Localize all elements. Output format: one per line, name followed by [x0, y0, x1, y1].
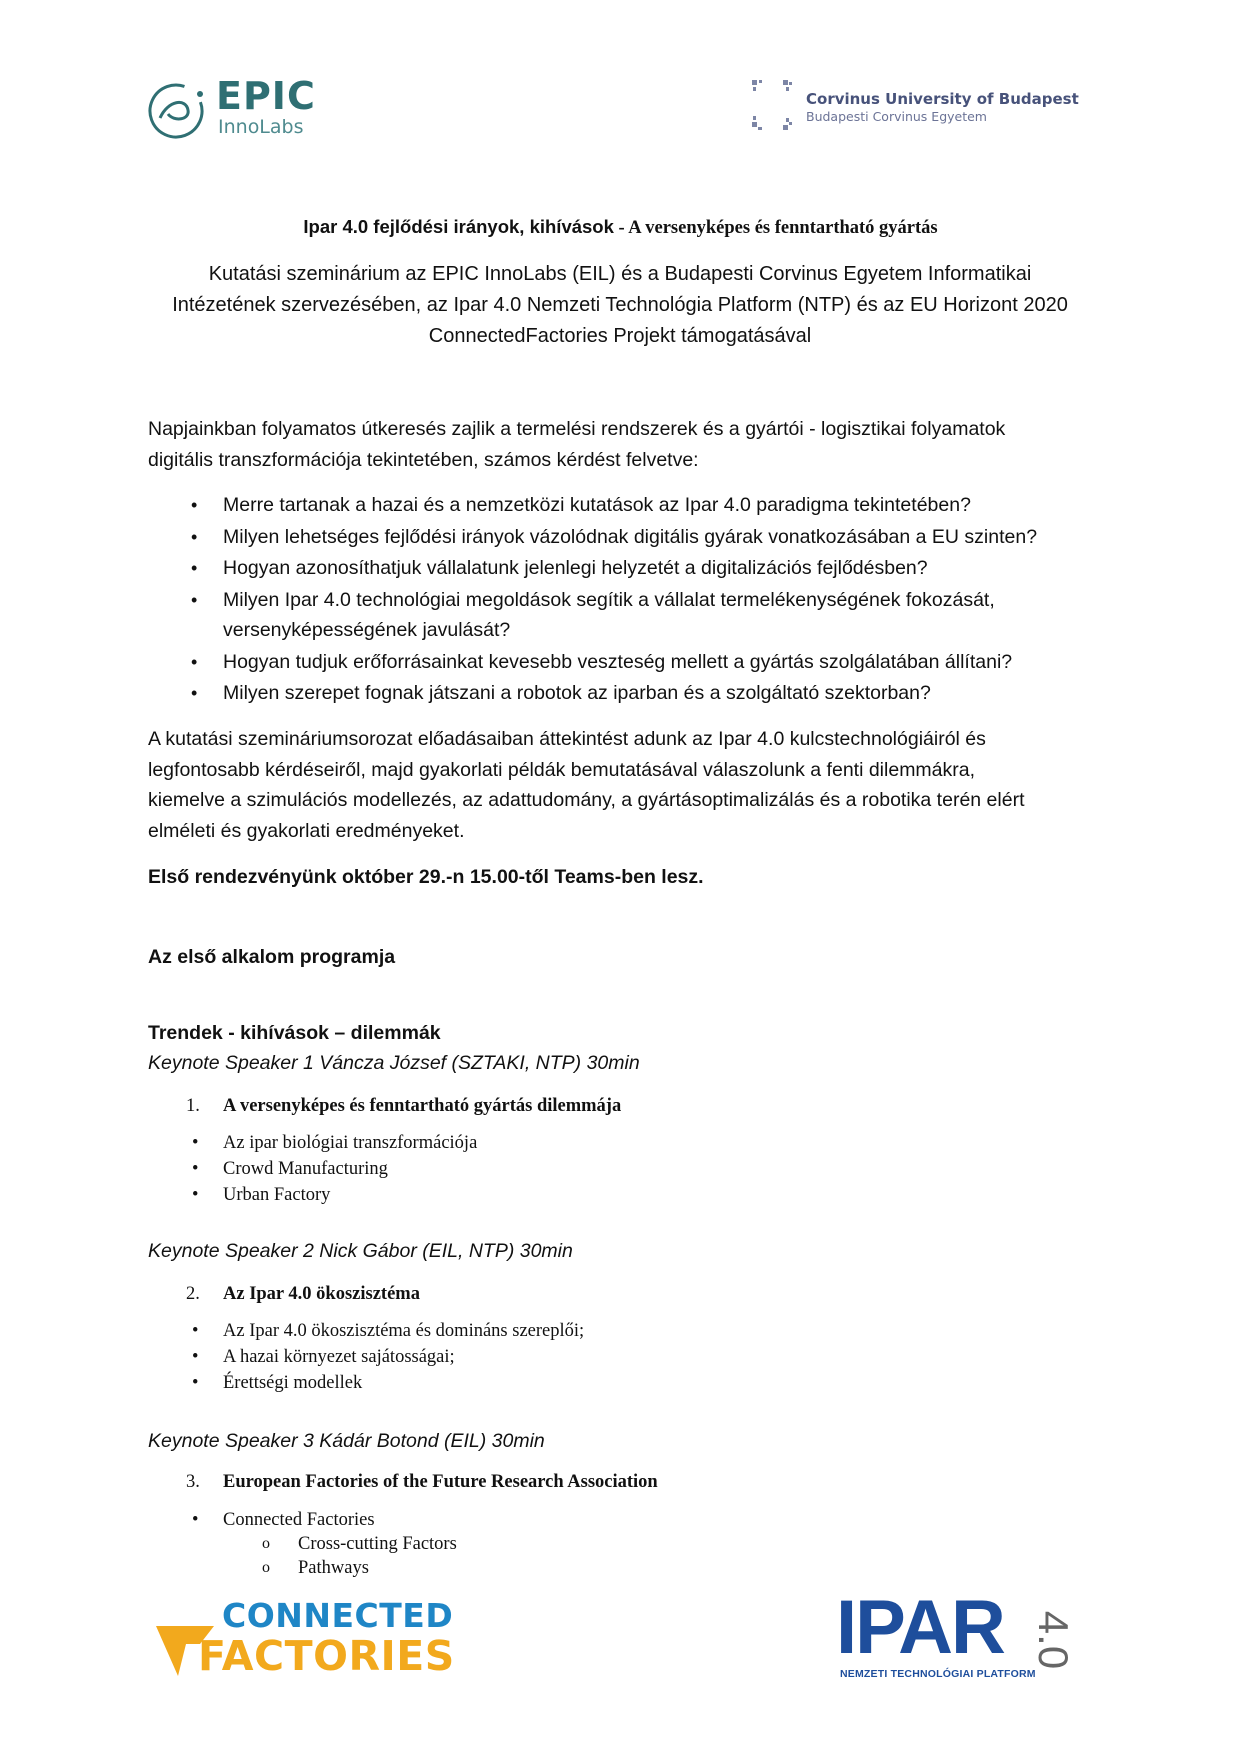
list-item [148, 647, 1128, 678]
summary-line: kiemelve a szimulációs modellezés, az adattudomány, a gyártásoptimalizálás és a robotika terén elért [148, 789, 1025, 811]
list-item: • Érettségi modellek [148, 1370, 948, 1396]
seminar-description-line: Kutatási szeminárium az EPIC InnoLabs (EIL) és a Budapesti Corvinus Egyetem Informatikai [208, 263, 1032, 285]
epic-swirl-icon [146, 80, 208, 142]
question-text: Milyen Ipar 4.0 technológiai megoldások segítik a vállalat termelékenységének fokozását, [223, 588, 995, 611]
summary-line: legfontosabb kérdéseiről, majd gyakorlati példák bemutatásával válaszolunk a fenti dilemmákra, [148, 758, 976, 781]
question-text: Hogyan azonosíthatjuk vállalatunk jelenlegi helyzetét a digitalizációs fejlődésben? [223, 557, 928, 579]
list-item: • A hazai környezet sajátosságai; [148, 1344, 948, 1370]
ipar-wordmark: IPAR [836, 1585, 1004, 1670]
list-item: • Urban Factory [148, 1182, 948, 1208]
corvinus-emblem-icon [750, 78, 796, 134]
ipar-40-logo [836, 1585, 1096, 1688]
question-text: Milyen szerepet fognak játszani a robotok az iparban és a szolgáltató szektorban? [223, 682, 931, 704]
innolabs-wordmark: InnoLabs [218, 116, 304, 138]
seminar-description-line: Intézetének szervezésében, az Ipar 4.0 Nemzeti Technológia Platform (NTP) és az EU Horizont 2020 [172, 294, 1068, 316]
list-item: • Connected Factories [148, 1508, 948, 1532]
document-title [0, 216, 1241, 239]
seminar-description-line: ConnectedFactories Projekt támogatásával [428, 325, 812, 347]
list-item: • Az ipar biológiai transzformációja [148, 1130, 948, 1156]
epic-innolabs-logo [146, 74, 316, 142]
program-heading: Az első alkalom programja [148, 946, 396, 968]
factories-wordmark: FACTORIES [198, 1632, 455, 1680]
summary-line: A kutatási szemináriumsorozat előadásaiban áttekintést adunk az Ipar 4.0 kulcstechnológiáiról és [148, 728, 986, 750]
topic-heading [186, 1284, 420, 1305]
topic-title: A versenyképes és fenntartható gyártás dilemmája [223, 1096, 622, 1116]
list-item: o Pathways [148, 1556, 948, 1580]
epic-wordmark: EPIC [216, 74, 316, 118]
question-text: versenyképességének javulását? [223, 619, 511, 641]
ipar-version: 4.0 [1030, 1610, 1078, 1670]
section-heading: Trendek - kihívások – dilemmák [148, 1022, 441, 1044]
topic-number: 3. [186, 1472, 200, 1492]
question-text: Hogyan tudjuk erőforrásainkat kevesebb veszteség mellett a gyártás szolgálatában állítani? [223, 650, 1013, 673]
intro-paragraph [148, 414, 1108, 475]
summary-paragraph [148, 724, 1128, 846]
speaker-label: Keynote Speaker 3 Kádár Botond (EIL) 30min [148, 1430, 545, 1452]
corvinus-name-hu: Budapesti Corvinus Egyetem [806, 109, 987, 124]
ipar-platform-label: NEMZETI TECHNOLÓGIAI PLATFORM [840, 1668, 1036, 1680]
topic-title: Az Ipar 4.0 ökoszisztéma [223, 1284, 420, 1304]
intro-line: Napjainkban folyamatos útkeresés zajlik a termelési rendszerek és a gyártói - logisztikai folyamatok [148, 418, 1006, 440]
topic-number: 2. [186, 1284, 200, 1304]
topic-title: European Factories of the Future Research Association [223, 1472, 658, 1492]
speaker-label: Keynote Speaker 1 Váncza József (SZTAKI, NTP) 30min [148, 1052, 640, 1074]
list-item: • Crowd Manufacturing [148, 1156, 948, 1182]
event-notice: Első rendezvényünk október 29.-n 15.00-től Teams-ben lesz. [148, 866, 704, 888]
title-subtitle: - A versenyképes és fenntartható gyártás [613, 218, 938, 238]
summary-line: elméleti és gyakorlati eredményeket. [148, 819, 465, 842]
list-item: o Cross-cutting Factors [148, 1532, 948, 1556]
intro-line: digitális transzformációja tekintetében, számos kérdést felvetve: [148, 448, 699, 471]
title-main: Ipar 4.0 fejlődési irányok, kihívások [303, 216, 614, 237]
seminar-description [120, 259, 1120, 352]
topic-number: 1. [186, 1096, 200, 1116]
connected-factories-logo [150, 1596, 455, 1686]
question-text: Merre tartanak a hazai és a nemzetközi kutatások az Ipar 4.0 paradigma tekintetében? [223, 494, 971, 516]
list-item [148, 678, 1128, 709]
list-item [148, 585, 1128, 646]
corvinus-logo [750, 78, 1090, 138]
list-item: • Az Ipar 4.0 ökoszisztéma és domináns szereplői; [148, 1318, 948, 1344]
question-list [148, 490, 1128, 709]
topic-heading [186, 1472, 658, 1493]
topic-bullets [148, 1318, 948, 1396]
speaker-label: Keynote Speaker 2 Nick Gábor (EIL, NTP) 30min [148, 1240, 573, 1262]
topic-bullets [148, 1130, 948, 1208]
connected-wordmark: CONNECTED [222, 1596, 454, 1635]
topic-heading [186, 1096, 621, 1117]
question-text: Milyen lehetséges fejlődési irányok vázolódnak digitális gyárak vonatkozásában a EU szinten? [223, 525, 1038, 548]
list-item [148, 553, 1128, 584]
corvinus-name-en: Corvinus University of Budapest [806, 90, 1079, 108]
topic-bullets [148, 1508, 948, 1580]
list-item [148, 522, 1128, 553]
list-item [148, 490, 1128, 521]
